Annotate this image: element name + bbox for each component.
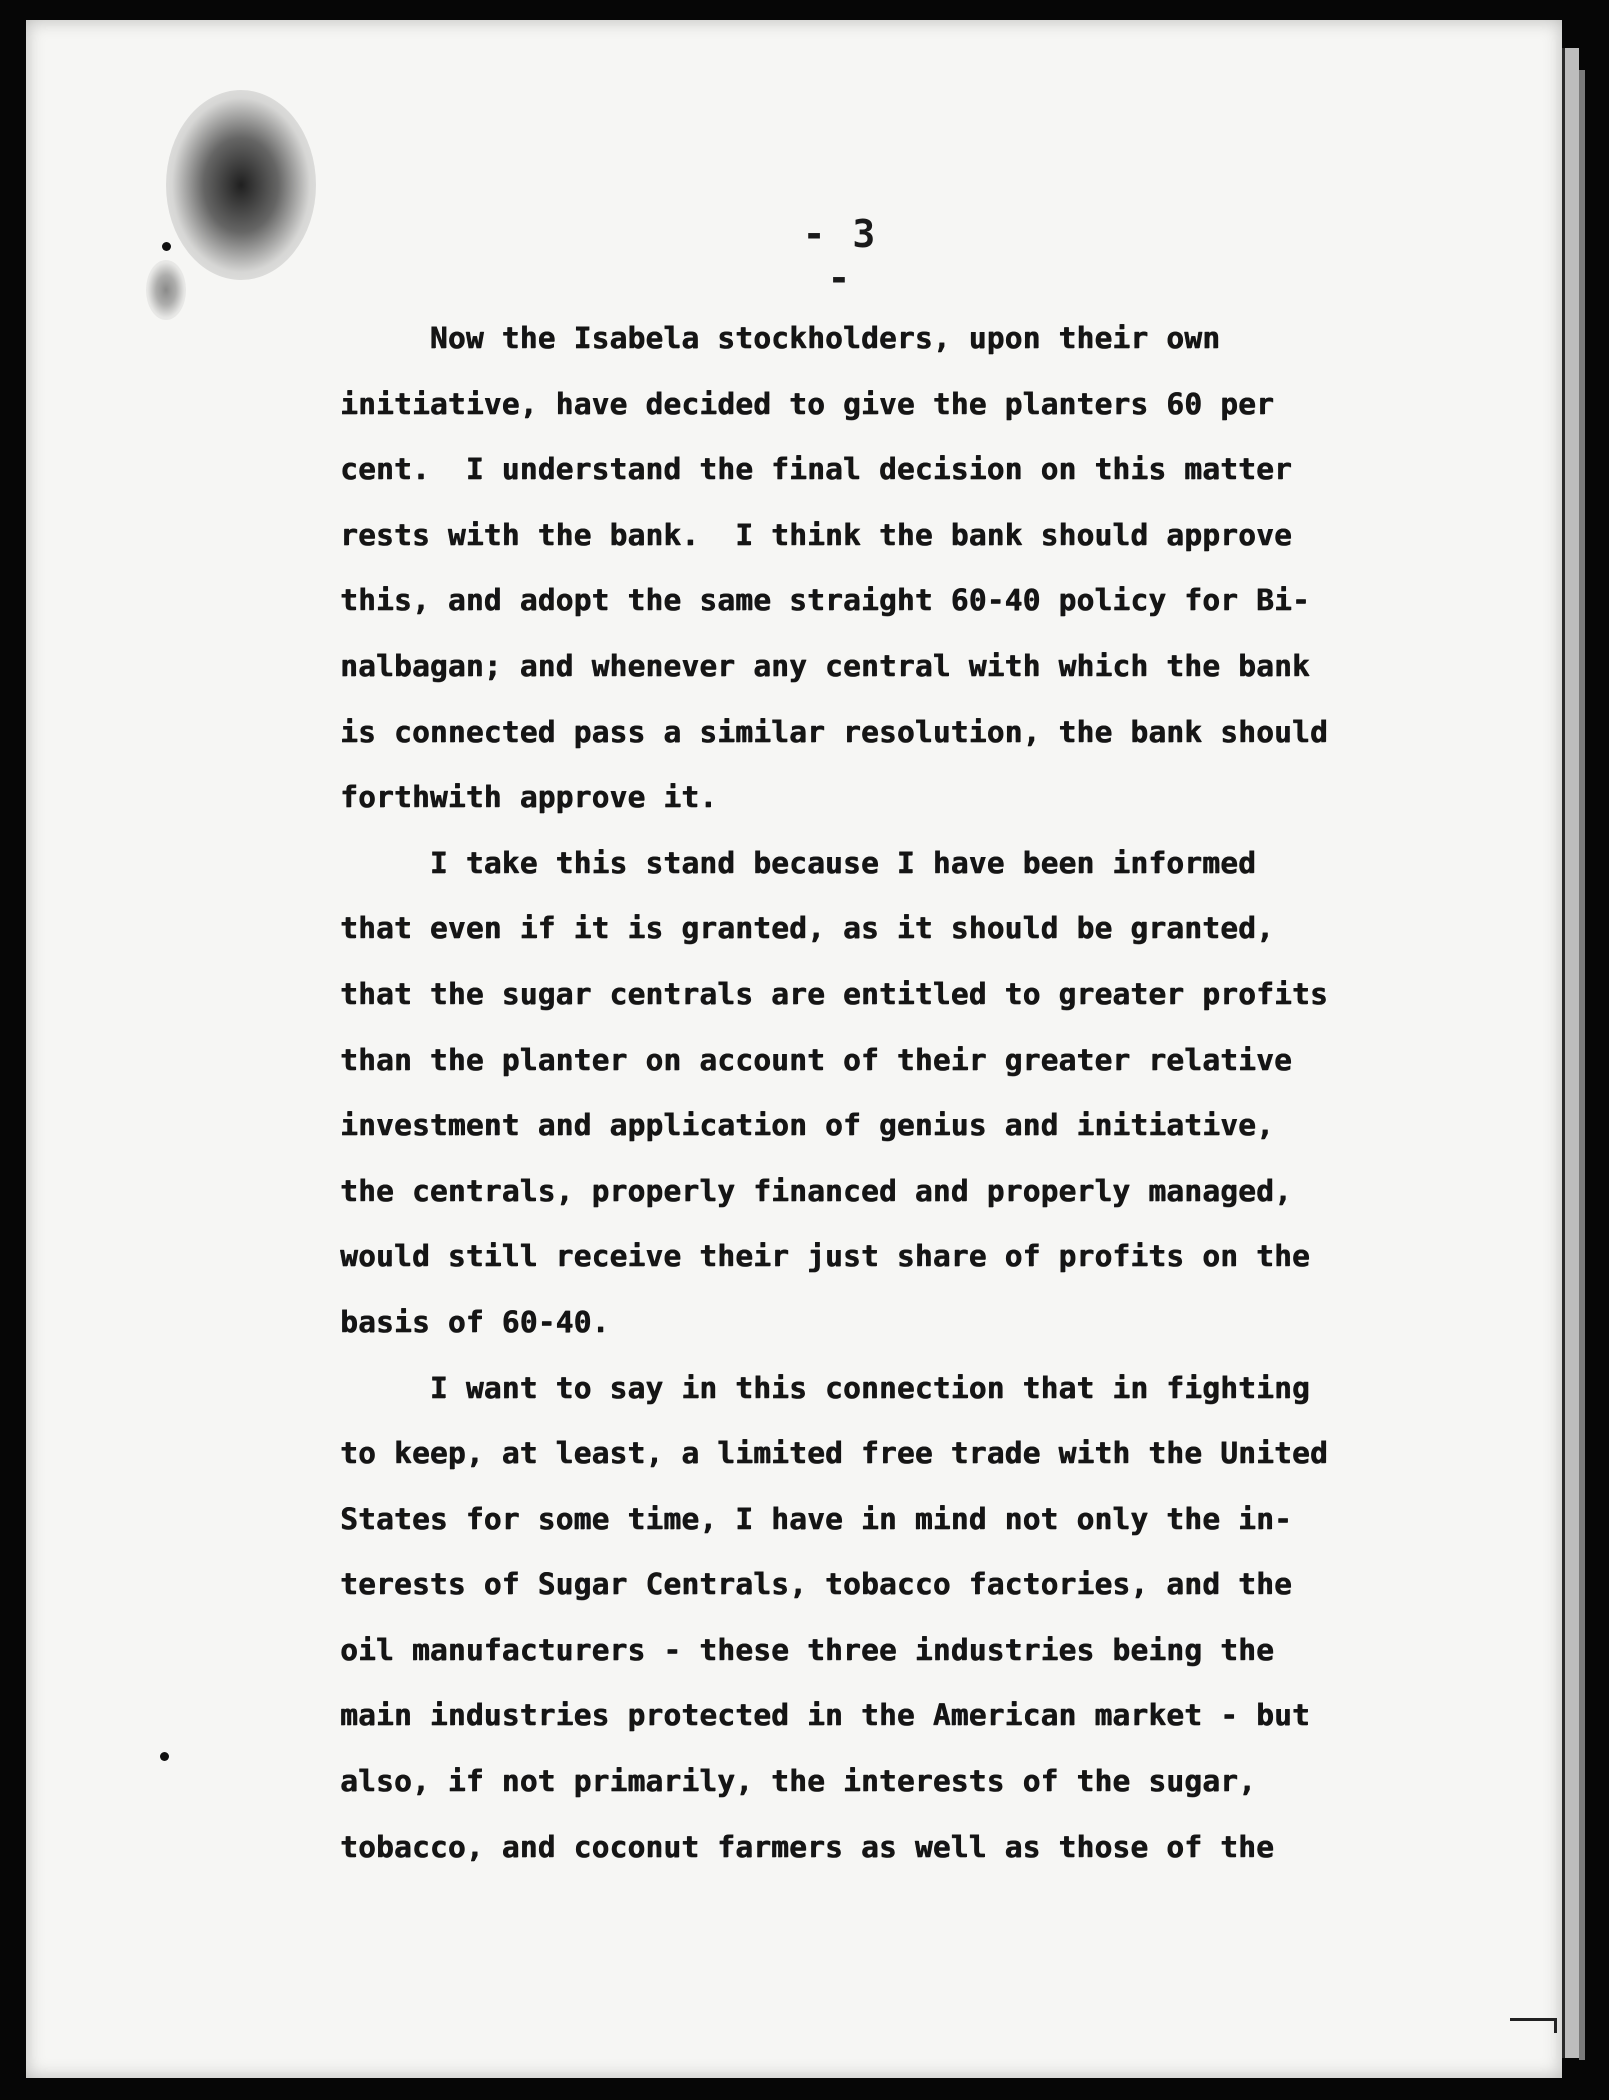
text-line: that even if it is granted, as it should be granted, [340,911,1274,946]
text-line: Now the Isabela stockholders, upon their own [340,321,1221,355]
ink-speck [162,242,171,251]
text-line: than the planter on account of their greater relative [340,1042,1292,1077]
ink-speck [160,1752,169,1761]
text-line: oil manufacturers - these three industries being the [340,1632,1274,1667]
text-line: would still receive their just share of profits on the [340,1239,1310,1274]
text-line: I take this stand because I have been informed [340,845,1256,880]
text-line: tobacco, and coconut farmers as well as those of the [340,1829,1274,1864]
text-line: I want to say in this connection that in fighting [340,1370,1310,1405]
text-line: basis of 60-40. [340,1304,610,1339]
corner-bracket-mark [1510,2018,1557,2033]
letter-body [340,306,1470,1880]
page-edge [1562,48,1579,2058]
text-line: this, and adopt the same straight 60-40 policy for Bi- [340,583,1310,618]
text-line: cent. I understand the final decision on this matter [340,452,1292,487]
text-line: rests with the bank. I think the bank should approve [340,517,1292,552]
page-edge-shadow [1579,70,1585,2060]
text-line: forthwith approve it. [340,780,718,815]
text-line: that the sugar centrals are entitled to greater profits [340,976,1328,1011]
text-line: to keep, at least, a limited free trade with the United [340,1436,1328,1471]
page-number: - 3 - [802,212,878,300]
text-line: terests of Sugar Centrals, tobacco factories, and the [340,1567,1292,1602]
ink-smudge-small [146,260,186,320]
ink-smudge [166,90,316,280]
text-line: also, if not primarily, the interests of the sugar, [340,1764,1256,1799]
text-line: the centrals, properly financed and properly managed, [340,1173,1292,1208]
text-line: main industries protected in the American market - but [340,1698,1310,1733]
text-line: initiative, have decided to give the planters 60 per [340,386,1274,421]
text-line: investment and application of genius and initiative, [340,1108,1274,1143]
text-line: is connected pass a similar resolution, the bank should [340,714,1328,749]
text-line: States for some time, I have in mind not only the in- [340,1501,1292,1536]
text-line: nalbagan; and whenever any central with which the bank [340,648,1310,683]
